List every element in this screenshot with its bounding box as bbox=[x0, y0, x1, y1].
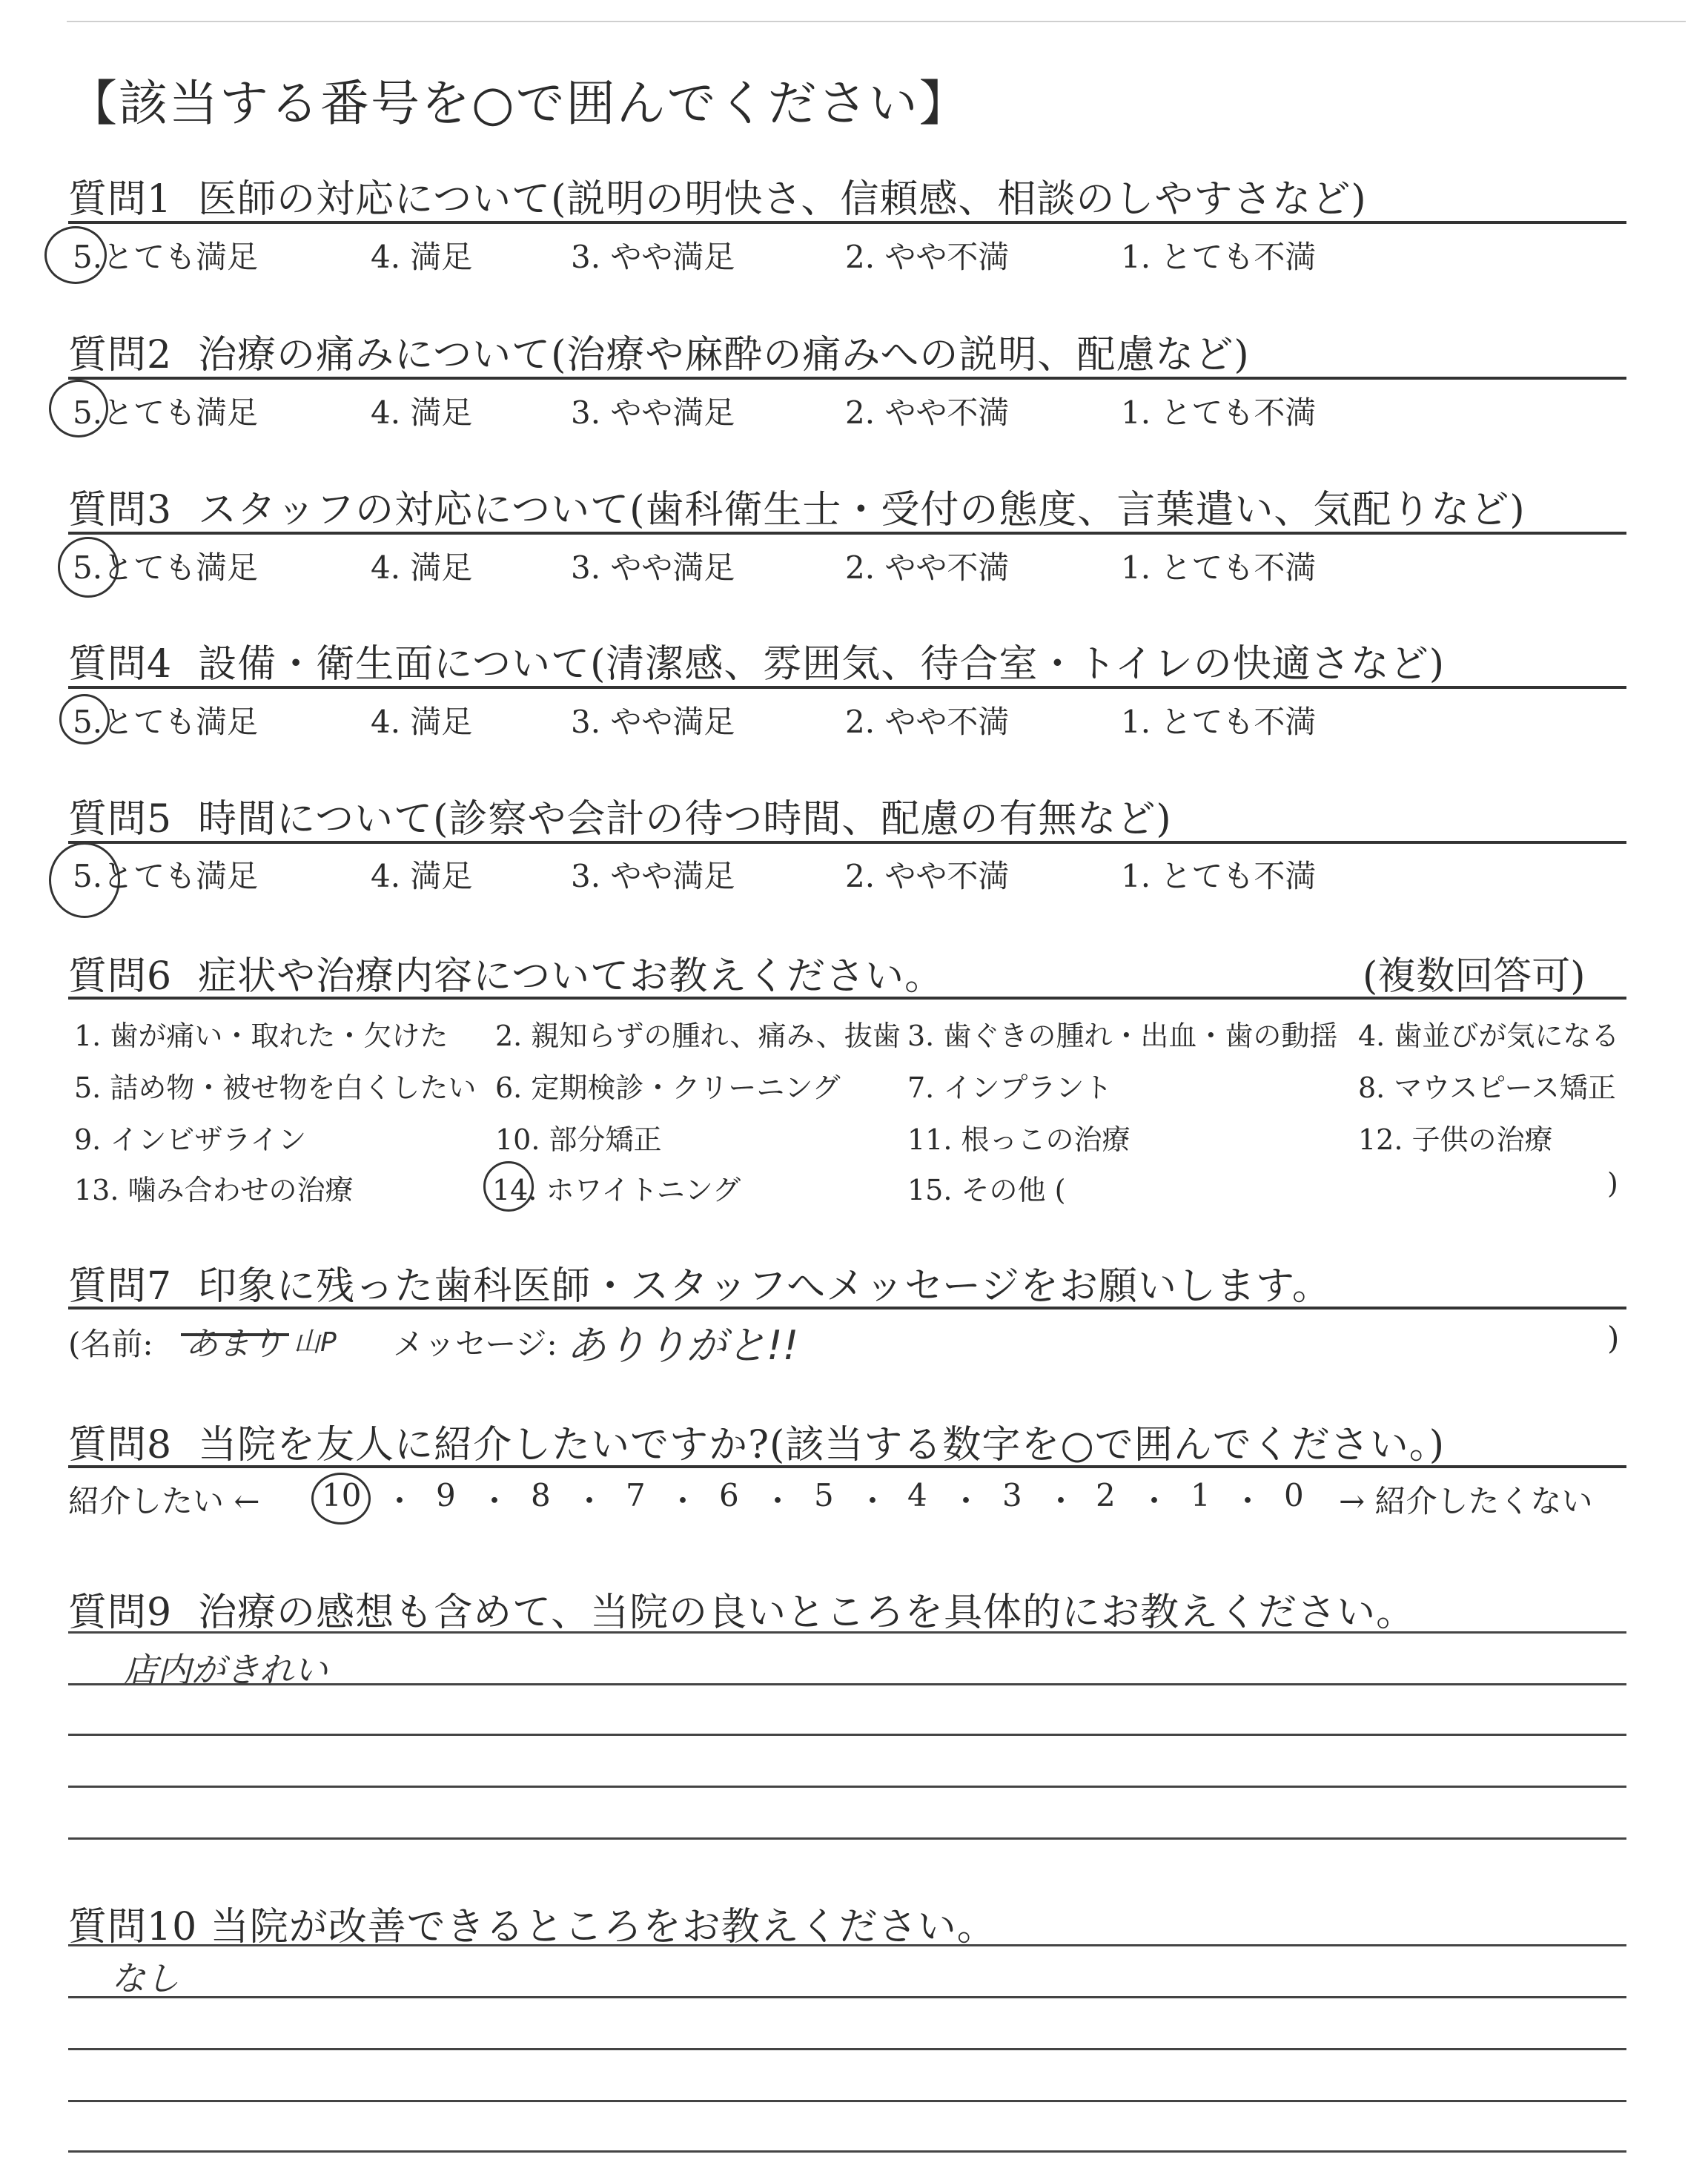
symptom-option-selected[interactable]: 14. ホワイトニング bbox=[492, 1174, 741, 1206]
answer-line bbox=[68, 1996, 1626, 1998]
message-value[interactable]: ありりがと!! bbox=[566, 1322, 799, 1369]
symptom-option[interactable]: 1. 歯が痛い・取れた・欠けた bbox=[74, 1020, 448, 1052]
question-6-heading bbox=[68, 945, 944, 1000]
question-text: 治療の感想も含めて、当院の良いところを具体的にお教えください。 bbox=[198, 1591, 1416, 1635]
question-text: 症状や治療内容についてお教えください。 bbox=[198, 954, 944, 999]
name-label: (名前: bbox=[68, 1326, 153, 1362]
symptom-option[interactable]: 5. 詰め物・被せ物を白くしたい bbox=[74, 1071, 477, 1104]
question-label: 質問5 bbox=[68, 797, 173, 842]
option-4[interactable]: 4. 満足 bbox=[371, 704, 473, 740]
name-value[interactable]: 山P bbox=[294, 1327, 337, 1358]
scale-dot: ・ bbox=[1232, 1483, 1264, 1519]
scale-4[interactable]: 4 bbox=[907, 1477, 927, 1513]
answer-line bbox=[68, 1631, 1626, 1634]
scale-dot: ・ bbox=[1045, 1483, 1077, 1519]
symptom-option[interactable]: 8. マウスピース矯正 bbox=[1358, 1071, 1616, 1104]
option-5[interactable]: 5.とても満足 bbox=[73, 549, 259, 586]
option-1[interactable]: 1. とても不満 bbox=[1121, 394, 1317, 431]
scale-dot: ・ bbox=[574, 1483, 606, 1519]
question-label: 質問2 bbox=[68, 333, 173, 377]
message-close-paren: ) bbox=[1607, 1320, 1620, 1356]
rule bbox=[68, 1465, 1626, 1468]
question-label: 質問1 bbox=[68, 177, 173, 222]
symptom-option[interactable]: 10. 部分矯正 bbox=[495, 1123, 662, 1156]
option-2[interactable]: 2. やや不満 bbox=[845, 394, 1010, 431]
scale-6[interactable]: 6 bbox=[719, 1477, 739, 1513]
scale-dot: ・ bbox=[762, 1483, 794, 1519]
scale-dot: ・ bbox=[857, 1483, 889, 1519]
option-3[interactable]: 3. やや満足 bbox=[571, 394, 735, 431]
question-label: 質問8 bbox=[68, 1423, 173, 1467]
scale-9[interactable]: 9 bbox=[436, 1477, 456, 1513]
question-text: 時間について(診察や会計の待つ時間、配慮の有無など) bbox=[198, 797, 1172, 842]
rule bbox=[68, 841, 1626, 844]
question-text: 医師の対応について(説明の明快さ、信頼感、相談のしやすさなど) bbox=[198, 177, 1367, 222]
option-2[interactable]: 2. やや不満 bbox=[845, 549, 1010, 586]
symptom-option[interactable]: 7. インプラント bbox=[907, 1071, 1113, 1104]
recommend-left-label: 紹介したい ← bbox=[68, 1483, 260, 1519]
question-5-heading bbox=[68, 787, 1172, 843]
answer-text[interactable]: なし bbox=[111, 1958, 179, 1998]
option-1[interactable]: 1. とても不満 bbox=[1121, 549, 1317, 586]
answer-line bbox=[68, 1944, 1626, 1946]
scale-dot: ・ bbox=[384, 1483, 416, 1519]
symptom-option[interactable]: 12. 子供の治療 bbox=[1358, 1123, 1553, 1156]
question-text: 当院が改善できるところをお教えください。 bbox=[210, 1905, 996, 1949]
scale-dot: ・ bbox=[479, 1483, 511, 1519]
symptom-option-other[interactable]: 15. その他 ( bbox=[907, 1174, 1066, 1206]
name-struck-text: あまり bbox=[185, 1325, 283, 1363]
scale-7[interactable]: 7 bbox=[626, 1477, 646, 1513]
scale-dot: ・ bbox=[667, 1483, 699, 1519]
question-label: 質問6 bbox=[68, 954, 173, 999]
scale-3[interactable]: 3 bbox=[1002, 1477, 1022, 1513]
rule bbox=[68, 686, 1626, 689]
scale-dot: ・ bbox=[950, 1483, 982, 1519]
answer-line bbox=[68, 2100, 1626, 2102]
scale-dot: ・ bbox=[1139, 1483, 1171, 1519]
top-border bbox=[67, 21, 1686, 22]
question-text: 治療の痛みについて(治療や麻酔の痛みへの説明、配慮など) bbox=[198, 333, 1250, 377]
answer-line bbox=[68, 2048, 1626, 2050]
rule bbox=[68, 997, 1626, 1000]
other-close-paren: ) bbox=[1607, 1167, 1618, 1200]
symptom-option[interactable]: 11. 根っこの治療 bbox=[907, 1123, 1131, 1156]
recommend-right-label: → 紹介したくない bbox=[1339, 1483, 1593, 1519]
question-label: 質問10 bbox=[68, 1905, 198, 1949]
option-4[interactable]: 4. 満足 bbox=[371, 394, 473, 431]
option-4[interactable]: 4. 満足 bbox=[371, 549, 473, 586]
option-3[interactable]: 3. やや満足 bbox=[571, 549, 735, 586]
question-2-heading bbox=[68, 323, 1250, 379]
scale-8[interactable]: 8 bbox=[531, 1477, 551, 1513]
answer-line bbox=[68, 1786, 1626, 1788]
rule bbox=[68, 377, 1626, 380]
question-label: 質問3 bbox=[68, 488, 173, 532]
question-text: スタッフの対応について(歯科衛生士・受付の態度、言葉遣い、気配りなど) bbox=[198, 488, 1526, 532]
option-4[interactable]: 4. 満足 bbox=[371, 239, 473, 275]
question-text: 印象に残った歯科医師・スタッフへメッセージをお願いします。 bbox=[198, 1264, 1331, 1309]
symptom-option[interactable]: 6. 定期検診・クリーニング bbox=[495, 1071, 841, 1104]
option-2[interactable]: 2. やや不満 bbox=[845, 858, 1010, 894]
symptom-option[interactable]: 9. インビザライン bbox=[74, 1123, 307, 1156]
option-3[interactable]: 3. やや満足 bbox=[571, 858, 735, 894]
symptom-option[interactable]: 13. 噛み合わせの治療 bbox=[74, 1174, 354, 1206]
symptom-option[interactable]: 3. 歯ぐきの腫れ・出血・歯の動揺 bbox=[907, 1020, 1338, 1052]
question-label: 質問9 bbox=[68, 1591, 173, 1635]
strikethrough-line bbox=[181, 1333, 289, 1336]
scale-5[interactable]: 5 bbox=[814, 1477, 834, 1513]
option-5[interactable]: 5.とても満足 bbox=[73, 239, 259, 275]
rule bbox=[68, 221, 1626, 224]
question-10-heading bbox=[68, 1895, 996, 1951]
message-label: メッセージ: bbox=[393, 1326, 557, 1362]
question-1-heading bbox=[68, 168, 1367, 223]
symptom-option[interactable]: 2. 親知らずの腫れ、痛み、抜歯 bbox=[495, 1020, 901, 1052]
option-4[interactable]: 4. 満足 bbox=[371, 858, 473, 894]
page-title: 【該当する番号を○で囲んでください】 bbox=[68, 75, 970, 132]
answer-line bbox=[68, 2150, 1626, 2153]
option-1[interactable]: 1. とても不満 bbox=[1121, 704, 1317, 740]
option-2[interactable]: 2. やや不満 bbox=[845, 239, 1010, 275]
scale-1[interactable]: 1 bbox=[1191, 1477, 1211, 1513]
option-5[interactable]: 5.とても満足 bbox=[73, 704, 259, 740]
answer-line bbox=[68, 1734, 1626, 1736]
option-5[interactable]: 5.とても満足 bbox=[73, 858, 259, 894]
scale-2[interactable]: 2 bbox=[1096, 1477, 1116, 1513]
answer-line bbox=[68, 1837, 1626, 1840]
option-2[interactable]: 2. やや不満 bbox=[845, 704, 1010, 740]
question-label: 質問7 bbox=[68, 1264, 173, 1309]
scale-0[interactable]: 0 bbox=[1284, 1477, 1304, 1513]
question-8-heading bbox=[68, 1413, 1445, 1469]
question-3-heading bbox=[68, 478, 1526, 534]
rule bbox=[68, 1307, 1626, 1309]
question-9-heading bbox=[68, 1581, 1415, 1636]
option-3[interactable]: 3. やや満足 bbox=[571, 704, 735, 740]
option-5[interactable]: 5.とても満足 bbox=[73, 394, 259, 431]
question-label: 質問4 bbox=[68, 642, 173, 687]
option-3[interactable]: 3. やや満足 bbox=[571, 239, 735, 275]
question-text: 当院を友人に紹介したいですか?(該当する数字を○で囲んでください。) bbox=[198, 1423, 1445, 1467]
multiple-answer-note: (複数回答可) bbox=[1363, 954, 1586, 999]
rule bbox=[68, 532, 1626, 535]
question-7-heading bbox=[68, 1255, 1331, 1310]
symptom-option[interactable]: 4. 歯並びが気になる bbox=[1358, 1020, 1620, 1052]
answer-line bbox=[68, 1683, 1626, 1685]
option-1[interactable]: 1. とても不満 bbox=[1121, 239, 1317, 275]
option-1[interactable]: 1. とても不満 bbox=[1121, 858, 1317, 894]
question-text: 設備・衛生面について(清潔感、雰囲気、待合室・トイレの快適さなど) bbox=[198, 642, 1446, 687]
scale-10[interactable]: 10 bbox=[322, 1477, 362, 1513]
answer-text[interactable]: 店内がきれい bbox=[123, 1650, 328, 1690]
question-4-heading bbox=[68, 633, 1445, 688]
